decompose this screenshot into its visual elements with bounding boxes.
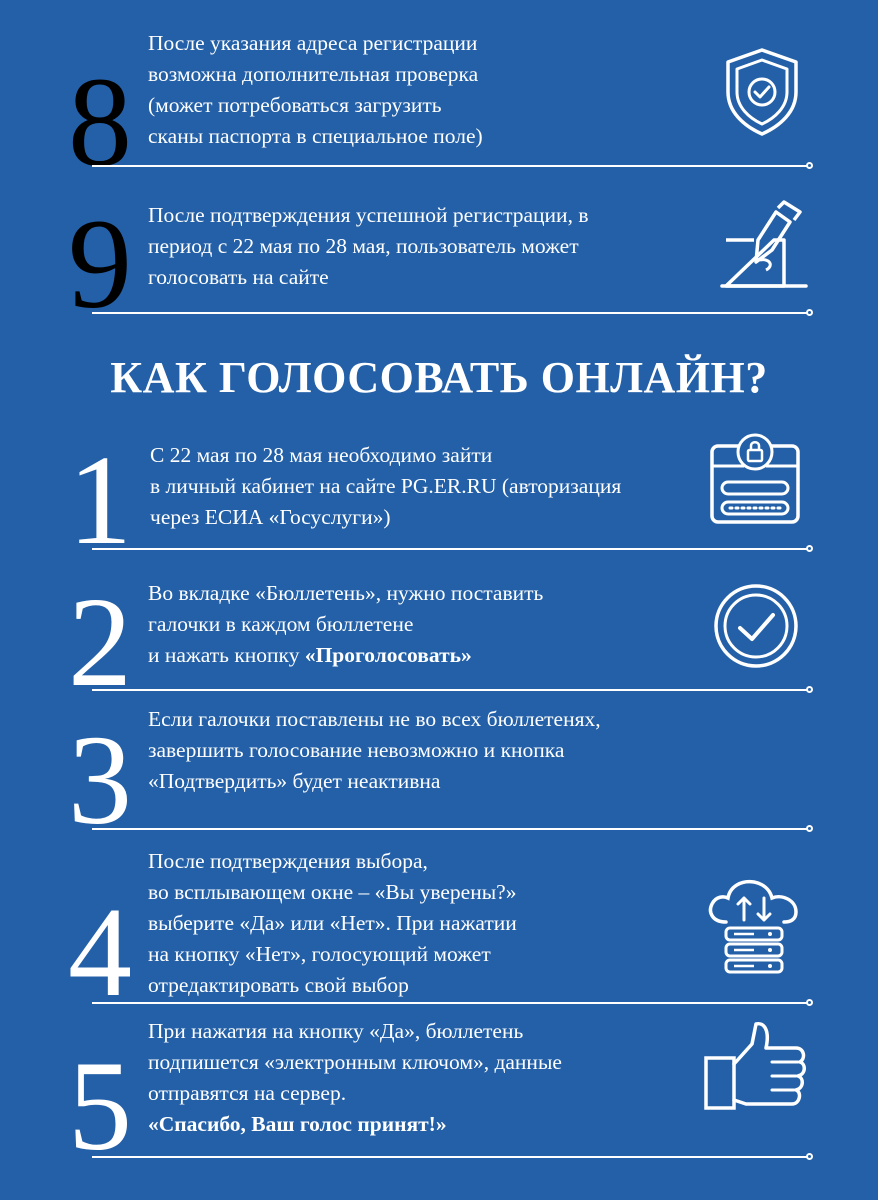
step-number: 4	[68, 881, 132, 1023]
divider-dot	[806, 825, 813, 832]
step-number: 2	[68, 571, 132, 713]
step-text-line: После подтверждения успешной регистрации, в	[148, 203, 589, 227]
divider-line	[92, 548, 808, 550]
step-text-line: в личный кабинет на сайте PG.ER.RU (авторизация	[150, 474, 622, 498]
step-text	[148, 704, 708, 797]
step-number: 8	[68, 51, 132, 193]
step-number: 9	[68, 193, 132, 335]
vote-button-label: «Проголосовать»	[304, 643, 472, 667]
step-text-line: подпишется «электронным ключом», данные	[148, 1050, 562, 1074]
divider-line	[92, 312, 808, 314]
divider-line	[92, 1002, 808, 1004]
divider-dot	[806, 999, 813, 1006]
divider-line	[92, 828, 808, 830]
divider-dot	[806, 309, 813, 316]
step-text-line: Во вкладке «Бюллетень», нужно поставить	[148, 581, 544, 605]
step-text-line: сканы паспорта в специальное поле)	[148, 124, 483, 148]
divider-dot	[806, 1153, 813, 1160]
step-text	[148, 1016, 708, 1140]
step-text-line: завершить голосование невозможно и кнопка	[148, 738, 565, 762]
step-text	[148, 28, 708, 152]
step-text-line: период с 22 мая по 28 мая, пользователь может	[148, 234, 579, 258]
divider-dot	[806, 545, 813, 552]
step-text-line: При нажатия на кнопку «Да», бюллетень	[148, 1019, 524, 1043]
step-text-line: голосовать на сайте	[148, 265, 329, 289]
divider-line	[92, 1156, 808, 1158]
step-text-fragment: и нажать кнопку	[148, 643, 305, 667]
step-text-line: После подтверждения выбора,	[148, 849, 428, 873]
divider-dot	[806, 686, 813, 693]
step-text-line: отправятся на сервер.	[148, 1081, 347, 1105]
step-number: 3	[68, 709, 132, 851]
step-text-line: выберите «Да» или «Нет». При нажатии	[148, 911, 517, 935]
page-title: КАК ГОЛОСОВАТЬ ОНЛАЙН?	[110, 353, 768, 402]
step-text-line: возможна дополнительная проверка	[148, 62, 479, 86]
login-form-icon	[708, 428, 802, 526]
step-text-line: на кнопку «Нет», голосующий может	[148, 942, 491, 966]
check-circle-icon	[712, 582, 800, 670]
step-text-line: во всплывающем окне – «Вы уверены?»	[148, 880, 517, 904]
step-text	[148, 846, 708, 1001]
step-text	[148, 578, 708, 671]
step-text	[148, 200, 708, 293]
divider-line	[92, 689, 808, 691]
thumbs-up-icon	[702, 1018, 812, 1112]
step-text-line: отредактировать свой выбор	[148, 973, 409, 997]
step-text-line: через ЕСИА «Госуслуги»)	[150, 505, 391, 529]
step-number: 5	[68, 1035, 132, 1177]
shield-check-icon	[722, 46, 802, 138]
step-text-line: галочки в каждом бюллетене	[148, 612, 414, 636]
step-text-line	[148, 640, 708, 671]
confirmation-message: «Спасибо, Ваш голос принят!»	[148, 1112, 447, 1136]
step-text	[150, 440, 710, 533]
step-text-line: После указания адреса регистрации	[148, 31, 478, 55]
step-text-line: (может потребоваться загрузить	[148, 93, 442, 117]
step-number: 1	[68, 429, 132, 571]
step-text-line: С 22 мая по 28 мая необходимо зайти	[150, 443, 493, 467]
ballot-box-icon	[718, 200, 810, 290]
divider-dot	[806, 162, 813, 169]
cloud-server-icon	[704, 876, 804, 974]
step-text-line: «Подтвердить» будет неактивна	[148, 769, 441, 793]
divider-line	[92, 165, 808, 167]
step-text-line: Если галочки поставлены не во всех бюллетенях,	[148, 707, 601, 731]
